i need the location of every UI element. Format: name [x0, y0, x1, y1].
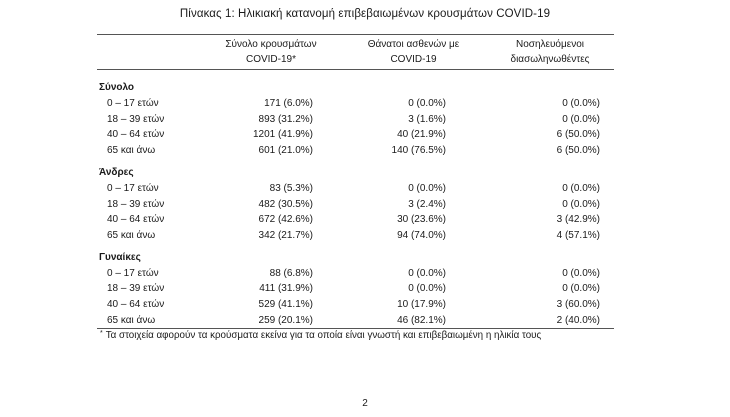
group-label: Σύνολο [99, 82, 135, 94]
group-label: Γυναίκες [99, 251, 141, 263]
header-total-cases-line2: COVID-19* [245, 54, 296, 65]
table-row [97, 313, 614, 329]
table-row [97, 281, 614, 297]
cases-cell: 601 (21.0%) [258, 145, 313, 157]
cases-cell: 1201 (41.9%) [252, 129, 313, 141]
deaths-cell: 10 (17.9%) [397, 299, 446, 311]
intubated-cell: 6 (50.0%) [556, 145, 600, 157]
intubated-cell: 0 (0.0%) [562, 283, 600, 295]
deaths-cell: 3 (1.6%) [408, 113, 446, 125]
deaths-cell: 46 (82.1%) [341, 313, 486, 329]
intubated-cell: 0 (0.0%) [562, 198, 600, 210]
deaths-cell: 140 (76.5%) [391, 145, 446, 157]
deaths-cell: 40 (21.9%) [397, 129, 446, 141]
header-deaths-line2: COVID-19 [390, 54, 437, 65]
deaths-cell: 3 (2.4%) [408, 198, 446, 210]
age-cell: 65 και άνω [107, 145, 156, 157]
age-cell: 18 – 39 ετών [107, 113, 165, 125]
deaths-cell: 94 (74.0%) [397, 229, 446, 241]
header-deaths [341, 35, 486, 70]
header-intubated-line2: διασωληνωθέντες [510, 54, 590, 65]
group-header-row [97, 165, 614, 181]
intubated-cell: 3 (42.9%) [556, 214, 600, 226]
age-cell: 40 – 64 ετών [107, 299, 165, 311]
deaths-cell: 0 (0.0%) [408, 98, 446, 109]
intubated-cell: 2 (40.0%) [486, 313, 614, 329]
intubated-cell: 3 (60.0%) [556, 299, 600, 311]
header-intubated-line1: Νοσηλευόμενοι [515, 39, 584, 50]
cases-cell: 482 (30.5%) [258, 198, 313, 210]
spacer-row [97, 70, 614, 81]
table-title: Πίνακας 1: Ηλικιακή κατανομή επιβεβαιωμένων κρουσμάτων COVID-19 [179, 8, 551, 20]
table-header-row [97, 35, 614, 70]
cases-cell: 171 (6.0%) [264, 98, 313, 109]
intubated-cell: 0 (0.0%) [562, 113, 600, 125]
header-age [97, 35, 201, 70]
table-row [97, 266, 614, 282]
page-number: 2 [362, 398, 368, 409]
intubated-cell: 6 (50.0%) [556, 129, 600, 141]
age-cell: 0 – 17 ετών [107, 182, 159, 194]
table-row [97, 143, 614, 159]
cases-cell: 411 (31.9%) [259, 283, 313, 295]
table-row [97, 197, 614, 213]
cases-cell: 342 (21.7%) [258, 229, 313, 241]
header-intubated [486, 35, 614, 70]
header-total-cases-line1: Σύνολο κρουσμάτων [225, 39, 317, 50]
header-total-cases [201, 35, 341, 70]
table-row [97, 127, 614, 143]
age-cell: 65 και άνω [97, 313, 201, 329]
deaths-cell: 0 (0.0%) [408, 182, 446, 194]
intubated-cell: 0 (0.0%) [562, 267, 600, 279]
cases-cell: 893 (31.2%) [258, 113, 313, 125]
spacer-cell [97, 70, 614, 81]
age-distribution-table [97, 34, 614, 329]
deaths-cell: 0 (0.0%) [408, 283, 446, 295]
footnote [100, 330, 541, 341]
age-cell: 0 – 17 ετών [107, 98, 159, 109]
age-cell: 40 – 64 ετών [107, 214, 165, 226]
age-cell: 18 – 39 ετών [107, 198, 165, 210]
group-label: Άνδρες [99, 166, 134, 178]
table-row [97, 112, 614, 128]
footnote-marker: * [100, 330, 103, 337]
footnote-text: Τα στοιχεία αφορούν τα κρούσματα εκείνα για τα οποία είναι γνωστή και επιβεβαιωμένη η ηλικία τους [105, 330, 542, 341]
table-row [97, 297, 614, 313]
group-header-row [97, 250, 614, 266]
table-row [97, 228, 614, 244]
intubated-cell: 4 (57.1%) [556, 229, 600, 241]
cases-cell: 83 (5.3%) [269, 182, 313, 194]
cases-cell: 672 (42.6%) [258, 214, 313, 226]
intubated-cell: 0 (0.0%) [562, 98, 600, 109]
deaths-cell: 0 (0.0%) [408, 267, 446, 279]
header-deaths-line1: Θάνατοι ασθενών με [367, 39, 460, 50]
age-cell: 65 και άνω [107, 229, 156, 241]
intubated-cell: 0 (0.0%) [562, 182, 600, 194]
table-row [97, 212, 614, 228]
table-row [97, 96, 614, 112]
age-cell: 0 – 17 ετών [107, 267, 159, 279]
deaths-cell: 30 (23.6%) [397, 214, 446, 226]
table-row [97, 181, 614, 197]
age-cell: 18 – 39 ετών [107, 283, 165, 295]
cases-cell: 259 (20.1%) [201, 313, 341, 329]
table-body [97, 70, 614, 329]
cases-cell: 88 (6.8%) [269, 267, 313, 279]
cases-cell: 529 (41.1%) [258, 299, 313, 311]
age-cell: 40 – 64 ετών [107, 129, 165, 141]
group-header-row [97, 80, 614, 96]
